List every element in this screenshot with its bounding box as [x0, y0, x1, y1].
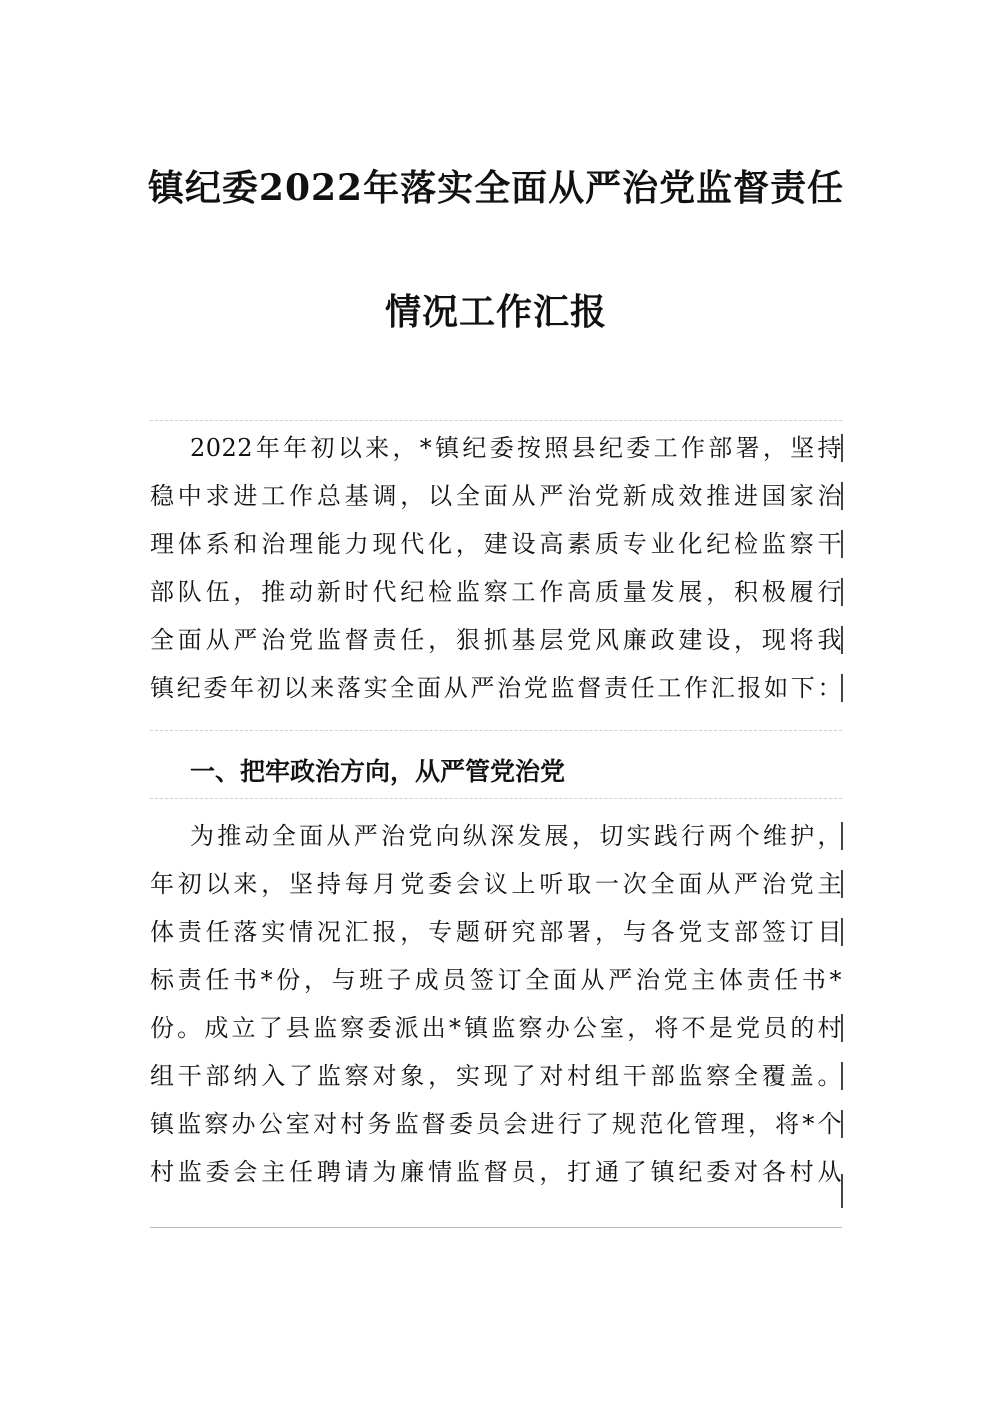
document-title-line-2: 情况工作汇报 [384, 291, 607, 333]
paragraph-intro [150, 424, 842, 712]
paragraph-bottom-rule [150, 730, 842, 731]
section-heading: 一、把牢政治方向，从严管党治党 [190, 757, 566, 786]
paragraph-line: 标责任书*份，与班子成员签订全面从严治党主体责任书* [150, 966, 842, 994]
paragraph-line: 稳中求进工作总基调，以全面从严治党新成效推进国家治 [150, 482, 842, 510]
paragraph-line: 体责任落实情况汇报，专题研究部署，与各党支部签订目 [150, 918, 842, 946]
heading-bottom-rule [150, 798, 842, 799]
paragraph-line: 部队伍，推动新时代纪检监察工作高质量发展，积极履行 [150, 578, 842, 606]
paragraph-line: 年初以来，坚持每月党委会议上听取一次全面从严治党主 [150, 870, 842, 898]
paragraph-section-1 [150, 812, 842, 1196]
paragraph-line: 为推动全面从严治党向纵深发展，切实践行两个维护， [190, 822, 842, 850]
paragraph-line: 村监委会主任聘请为廉情监督员，打通了镇纪委对各村从 [150, 1158, 842, 1186]
document-title-line-1: 镇纪委2022年落实全面从严治党监督责任 [147, 167, 845, 209]
paragraph-line: 2022年年初以来，*镇纪委按照县纪委工作部署，坚持 [190, 434, 842, 462]
paragraph-line: 镇监察办公室对村务监督委员会进行了规范化管理，将*个 [150, 1110, 842, 1138]
paragraph-top-rule [150, 420, 842, 421]
paragraph-line: 组干部纳入了监察对象，实现了对村组干部监察全覆盖。 [150, 1062, 842, 1090]
paragraph-line: 镇纪委年初以来落实全面从严治党监督责任工作汇报如下： [150, 674, 842, 702]
page-crop-rule [150, 1227, 842, 1228]
paragraph-line: 全面从严治党监督责任，狠抓基层党风廉政建设，现将我 [150, 626, 842, 654]
paragraph-line: 理体系和治理能力现代化，建设高素质专业化纪检监察干 [150, 530, 842, 558]
paragraph-line: 份。成立了县监察委派出*镇监察办公室，将不是党员的村 [150, 1014, 842, 1042]
